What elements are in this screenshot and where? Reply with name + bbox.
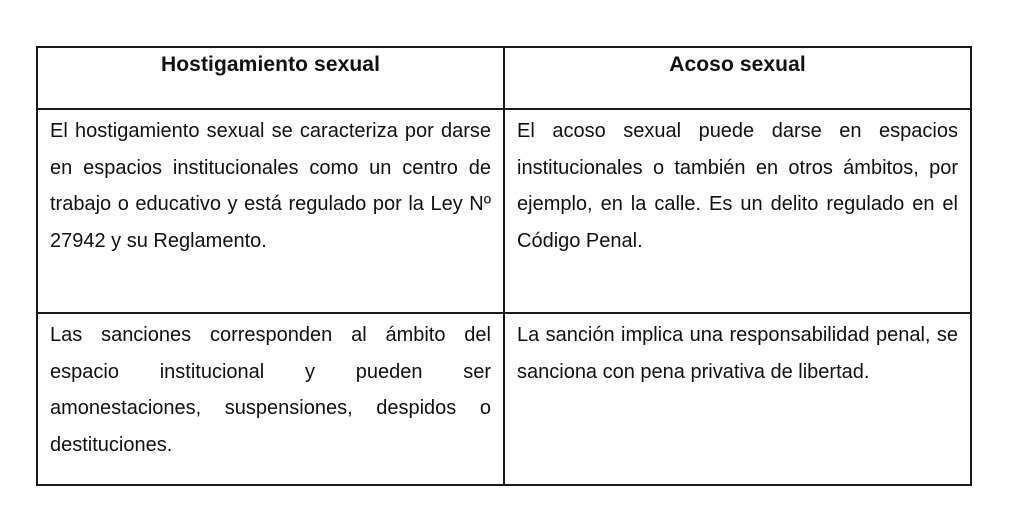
table-cell-hostigamiento-definition: [37, 109, 504, 313]
table-row: [37, 313, 971, 485]
table-cell-acoso-definition: [504, 109, 971, 313]
table-cell-acoso-sanctions: [504, 313, 971, 485]
table-cell-hostigamiento-sanctions: [37, 313, 504, 485]
header-acoso-sexual: Acoso sexual: [504, 47, 971, 109]
cell-text: La sanción implica una responsabilidad penal, se sanciona con pena privativa de libertad.: [517, 324, 958, 383]
header-hostigamiento-sexual: Hostigamiento sexual: [37, 47, 504, 109]
cell-text: Las sanciones corresponden al ámbito del espacio institucional y pueden ser amonestaciones, suspensiones, despidos o destituciones.: [50, 324, 491, 456]
table-row: [37, 109, 971, 313]
cell-text: El acoso sexual puede darse en espacios institucionales o también en otros ámbitos, por ejemplo, en la calle. Es un delito regulado en el Código Penal.: [517, 120, 958, 252]
table-header-row: [37, 47, 971, 109]
cell-text: El hostigamiento sexual se caracteriza por darse en espacios institucionales como un centro de trabajo o educativo y está regulado por la Ley Nº 27942 y su Reglamento.: [50, 120, 491, 252]
comparison-table: [36, 46, 972, 486]
